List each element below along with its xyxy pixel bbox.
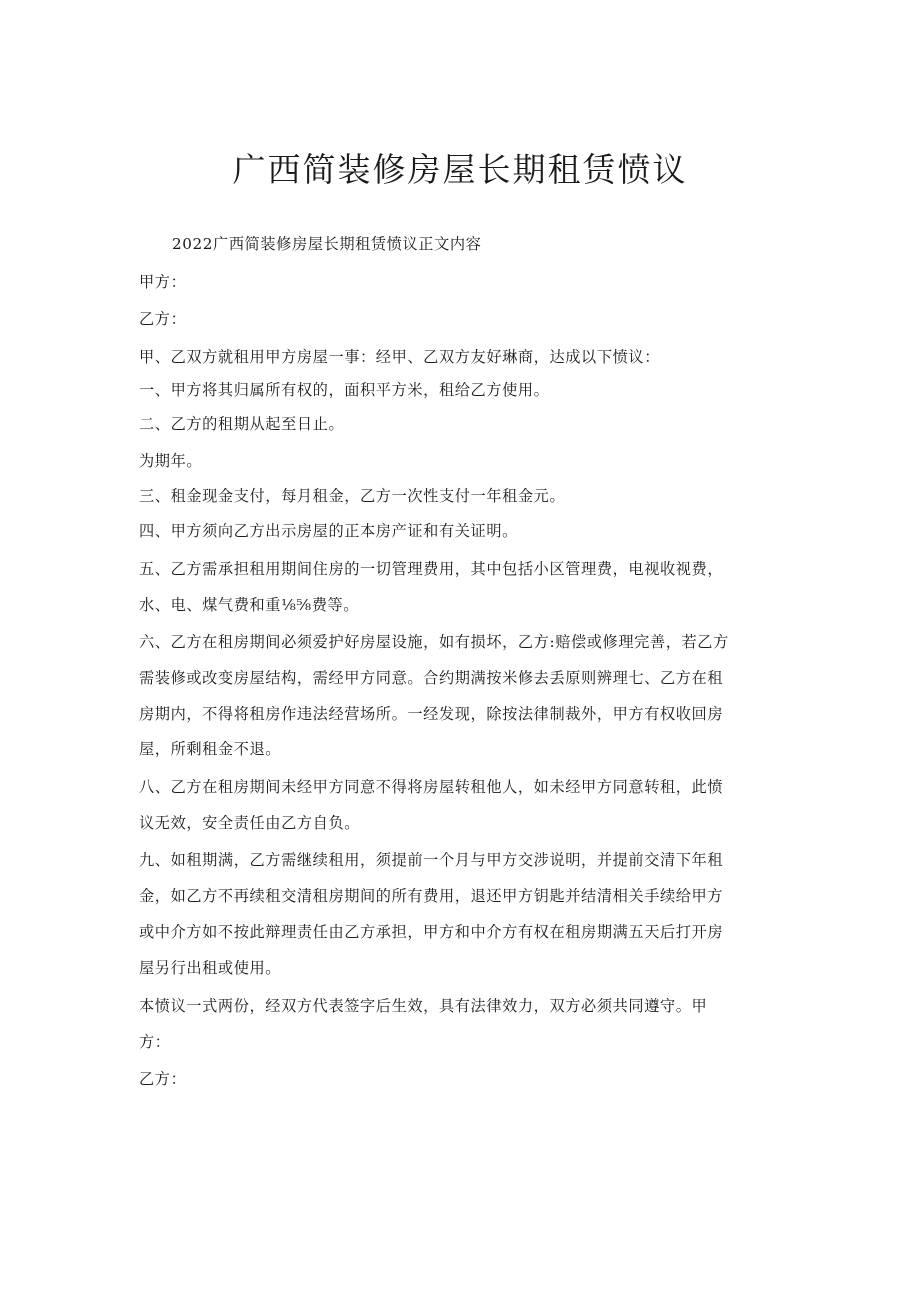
clause-5-line-2: 水、电、煤气费和重⅛⅝费等。 xyxy=(139,596,360,614)
clause-9-line-1: 九、如租期满，乙方需继续租用，须提前一个月与甲方交涉说明，并提前交清下年租 xyxy=(139,851,724,869)
clause-9-line-3: 或中介方如不按此辩理责任由乙方承担，甲方和中介方有权在租房期满五天后打开房 xyxy=(139,923,724,941)
clause-5-line-1: 五、乙方需承担租用期间住房的一切管理费用，其中包括小区管理费，电视收视费， xyxy=(139,560,724,578)
clause-8-line-2: 议无效，安全责任由乙方自负。 xyxy=(139,814,361,832)
clause-2-cont-line: 为期年。 xyxy=(139,452,203,470)
clause-9-line-4: 屋另行出租或使用。 xyxy=(139,959,282,977)
clause-4-line: 四、甲方须向乙方出示房屋的正本房产证和有关证明。 xyxy=(139,522,518,540)
clause-2-line: 二、乙方的租期从起至日止。 xyxy=(139,415,345,433)
party-b-label: 乙方： xyxy=(139,310,187,328)
clause-6-line-1: 六、乙方在租房期间必须爱护好房屋设施，如有损坏，乙方:赔偿或修理完善，若乙方 xyxy=(139,633,729,651)
clause-9-line-2: 金，如乙方不再续租交清租房期间的所有费用，退还甲方钥匙并结清相关手续给甲方 xyxy=(139,887,724,905)
clause-1-line: 一、甲方将其归属所有权的，面积平方米，租给乙方使用。 xyxy=(139,381,550,399)
signature-party-b: 乙方： xyxy=(139,1070,187,1088)
party-a-label: 甲方： xyxy=(139,273,187,291)
clause-6-line-2: 需装修或改变房屋结构，需经甲方同意。合约期满按米修去丢原则辨理七、乙方在租 xyxy=(139,669,724,687)
clause-6-line-3: 房期内，不得将租房作违法经营场所。一经发现，除按法律制裁外，甲方有权收回房 xyxy=(139,705,724,723)
preamble-line: 甲、乙双方就租用甲方房屋一事：经甲、乙双方友好琳商，达成以下愤议： xyxy=(139,348,660,366)
closing-line: 本愤议一式两份，经双方代表签字后生效，具有法律效力，双方必须共同遵守。甲 xyxy=(139,997,708,1015)
signature-party-a: 方： xyxy=(139,1033,171,1051)
clause-8-line-1: 八、乙方在租房期间未经甲方同意不得将房屋转租他人，如未经甲方同意转租，此愤 xyxy=(139,778,724,796)
clause-3-line: 三、租金现金支付，每月租金，乙方一次性支付一年租金元。 xyxy=(139,487,566,505)
document-title: 广西简装修房屋长期租赁愤议 xyxy=(232,150,688,189)
document-subtitle: 2022广西简装修房屋长期租赁愤议正文内容 xyxy=(172,235,482,253)
clause-6-line-4: 屋，所剩租金不退。 xyxy=(139,740,282,758)
